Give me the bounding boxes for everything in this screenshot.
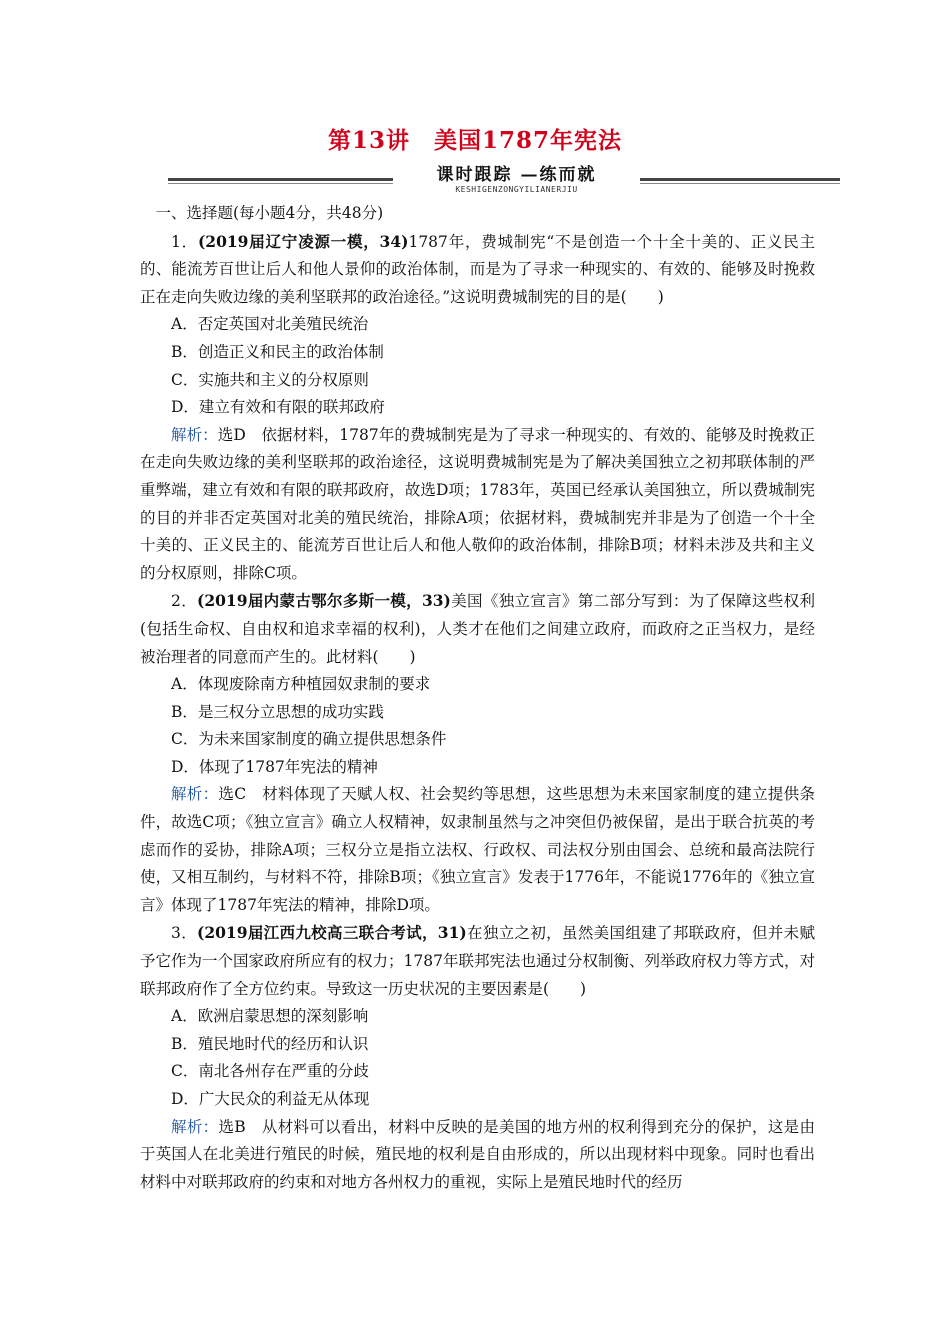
question-source: (2019届内蒙古鄂尔多斯一模，33) [197,591,451,611]
option-d: D．建立有效和有限的联邦政府 [171,398,385,417]
analysis-label: 解析： [171,425,218,444]
option-d: D．体现了1787年宪法的精神 [171,757,378,776]
document-body [140,200,815,1196]
banner-label [393,160,640,194]
question-text: 1787年，费城制宪“不是创造一个十全十美的、正义民主的、能流芳百世让后人和他人景仰的政治体制，而是为了寻求一种现实的、有效的、能够及时挽救正在走向失败边缘的美利坚联邦的政治途径。”这说明费城制宪的目的是( ) [140,232,815,306]
question-number: 3． [171,924,198,943]
question-1 [140,228,815,588]
question-source: (2019届辽宁凌源一模，34) [197,231,409,251]
banner-rule-left [168,178,393,181]
section-heading: 一、选择题(每小题4分，共48分) [155,204,384,222]
banner-main-text: 课时跟踪 —练而就 [436,165,597,185]
question-stem [140,228,815,312]
question-source: (2019届江西九校高三联合考试，31) [197,923,467,943]
option-b: B．殖民地时代的经历和认识 [171,1034,369,1053]
question-text: 在独立之初，虽然美国组建了邦联政府，但并未赋予它作为一个国家政府所应有的权力；1787年联邦宪法也通过分权制衡、列举政府权力等方式，对联邦政府作了全方位约束。导致这一历史状况的主要因素是( ) [140,924,815,998]
option-a: A．欧洲启蒙思想的深刻影响 [171,1007,369,1026]
analysis-text: 选D 依据材料，1787年的费城制宪是为了寻求一种现实的、有效的、能够及时挽救正在走向失败边缘的美利坚联邦的政治途径，这说明费城制宪是为了解决美国独立之初邦联体制的严重弊端，建立有效和有限的联邦政府，故选D项；1783年，英国已经承认美国独立，所以费城制宪的目的并非否定英国对北美的殖民统治，排除A项；依据材料，费城制宪并非是为了创造一个十全十美的、正义民主的、能流芳百世让后人和他人敬仰的政治体制，排除B项；材料未涉及共和主义的分权原则，排除C项。 [140,425,815,582]
analysis [140,781,815,919]
option-a: A．否定英国对北美殖民统治 [171,315,369,334]
question-number: 2． [171,592,198,611]
section-banner [168,160,840,194]
analysis-label: 解析： [171,1117,219,1136]
analysis-text: 选C 材料体现了天赋人权、社会契约等思想，这些思想为未来国家制度的建立提供条件，故选C项；《独立宣言》确立人权精神，奴隶制虽然与之冲突但仍被保留，是出于联合抗英的考虑而作的妥协，排除A项；三权分立是指立法权、行政权、司法权分别由国会、总统和最高法院行使，又相互制约，与材料不符，排除B项；《独立宣言》发表于1776年，不能说1776年的《独立宣言》体现了1787年宪法的精神，排除D项。 [140,785,815,914]
question-3 [140,919,815,1196]
analysis [140,422,815,588]
question-stem [140,919,815,1003]
question-number: 1． [171,232,198,251]
question-stem [140,587,815,671]
option-a: A．体现废除南方种植园奴隶制的要求 [171,675,431,694]
banner-rule-right [640,178,840,181]
page-title: 第13讲 美国1787年宪法 [327,127,623,154]
analysis-text: 选B 从材料可以看出，材料中反映的是美国的地方州的权利得到充分的保护，这是由于英国人在北美进行殖民的时候，殖民地的权利是自由形成的，所以出现材料中现象。同时也看出材料中对联邦政府的约束和对地方各州权力的重视，实际上是殖民地时代的经历 [140,1117,815,1191]
banner-thin-rule-right [640,183,840,184]
option-c: C．南北各州存在严重的分歧 [171,1062,369,1081]
option-c: C．为未来国家制度的确立提供思想条件 [171,730,447,749]
option-b: B．创造正义和民主的政治体制 [171,342,384,361]
question-text: 美国《独立宣言》第二部分写到：为了保障这些权利(包括生命权、自由权和追求幸福的权利)，人类才在他们之间建立政府，而政府之正当权力，是经被治理者的同意而产生的。此材料( ) [140,592,815,666]
analysis [140,1114,815,1197]
banner-thin-rule-left [168,183,393,184]
question-2 [140,587,815,919]
banner-sub-text: KESHIGENZONGYILIANERJIU [455,185,578,194]
option-d: D．广大民众的利益无从体现 [171,1090,370,1108]
option-c: C．实施共和主义的分权原则 [171,370,369,389]
option-b: B．是三权分立思想的成功实践 [171,702,384,721]
analysis-label: 解析： [171,785,219,804]
